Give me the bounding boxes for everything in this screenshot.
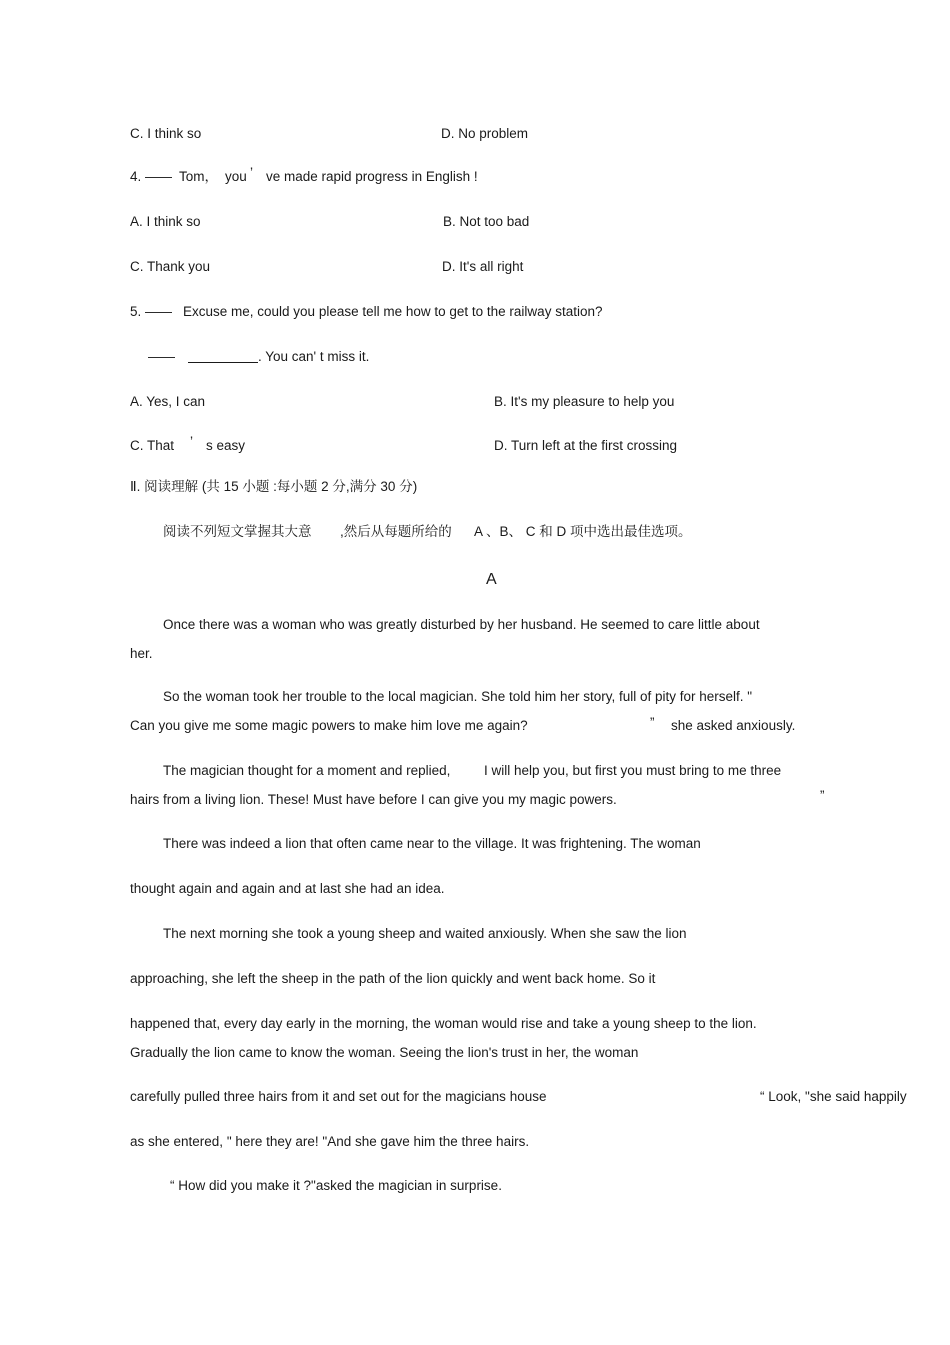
passage-p2-line2: Can you give me some magic powers to make him love me again? [130,718,528,733]
q5-reply-dash: —— [148,349,175,364]
section-instructions-part2: ,然后从每题所给的 [340,524,452,539]
q5-stem: Excuse me, could you please tell me how to get to the railway station? [183,304,603,319]
passage-heading: A [486,571,497,588]
q4-option-b: B. Not too bad [443,214,530,229]
section-title: Ⅱ. 阅读理解 (共 15 小题 :每小题 2 分,满分 30 分) [130,479,418,494]
passage-p6-line1: “ How did you make it ?"asked the magician in surprise. [170,1178,502,1193]
passage-p3-line1a: The magician thought for a moment and replied, [163,763,451,778]
section-instructions-part1: 阅读不列短文掌握其大意 [163,524,312,539]
passage-p5-line1: The next morning she took a young sheep and waited anxiously. When she saw the lion [163,926,687,941]
passage-p2-quote: ” [650,715,655,730]
q3-option-d: D. No problem [441,126,529,141]
q5-option-c-part2: s easy [206,438,246,453]
q4-stem-part1: Tom， [179,169,219,184]
passage-p5-line6: as she entered, " here they are! "And she gave him the three hairs. [130,1134,530,1149]
passage-p1-line2: her. [130,646,153,661]
q5-reply: . You can' t miss it. [258,349,370,364]
passage-p1-line1: Once there was a woman who was greatly disturbed by her husband. He seemed to care little about [163,617,760,632]
passage-p3-line2: hairs from a living lion. These! Must have before I can give you my magic powers. [130,792,617,807]
section-instructions-part3: A 、B、 C 和 D 项中选出最佳选项。 [474,524,692,539]
q5-option-c-apostrophe: ’ [190,434,193,449]
q4-stem-part2: you [225,169,247,184]
q5-option-a: A. Yes, I can [130,394,206,409]
q4-option-c: C. Thank you [130,259,211,274]
q5-option-d: D. Turn left at the first crossing [494,438,678,453]
passage-p3-quote: ” [820,788,825,803]
passage-p4-line2: thought again and again and at last she had an idea. [130,881,445,896]
q4-number: 4. —— [130,169,173,184]
q4-option-d: D. It's all right [442,259,524,274]
passage-p3-line1b: I will help you, but first you must bring to me three [484,763,782,778]
q5-number: 5. —— [130,304,173,319]
passage-p5-line3: happened that, every day early in the morning, the woman would rise and take a young sheep to the lion. [130,1016,757,1031]
q3-option-c: C. I think so [130,126,202,141]
passage-p2-line1: So the woman took her trouble to the local magician. She told him her story, full of pity for herself. " [163,689,753,704]
q4-option-a: A. I think so [130,214,201,229]
q4-apostrophe: ’ [250,165,253,180]
passage-p5-line4: Gradually the lion came to know the woman. Seeing the lion's trust in her, the woman [130,1045,639,1060]
passage-p5-line2: approaching, she left the sheep in the path of the lion quickly and went back home. So it [130,971,656,986]
q5-option-b: B. It's my pleasure to help you [494,394,675,409]
passage-p4-line1: There was indeed a lion that often came near to the village. It was frightening. The woman [163,836,701,851]
passage-p5-line5-end: “ Look, "she said happily [760,1089,907,1104]
q5-option-c-part1: C. That [130,438,175,453]
passage-p2-line2-end: she asked anxiously. [671,718,796,733]
passage-p5-line5: carefully pulled three hairs from it and set out for the magicians house [130,1089,547,1104]
q4-stem-part3: ve made rapid progress in English ! [266,169,478,184]
q5-answer-blank [188,362,258,363]
